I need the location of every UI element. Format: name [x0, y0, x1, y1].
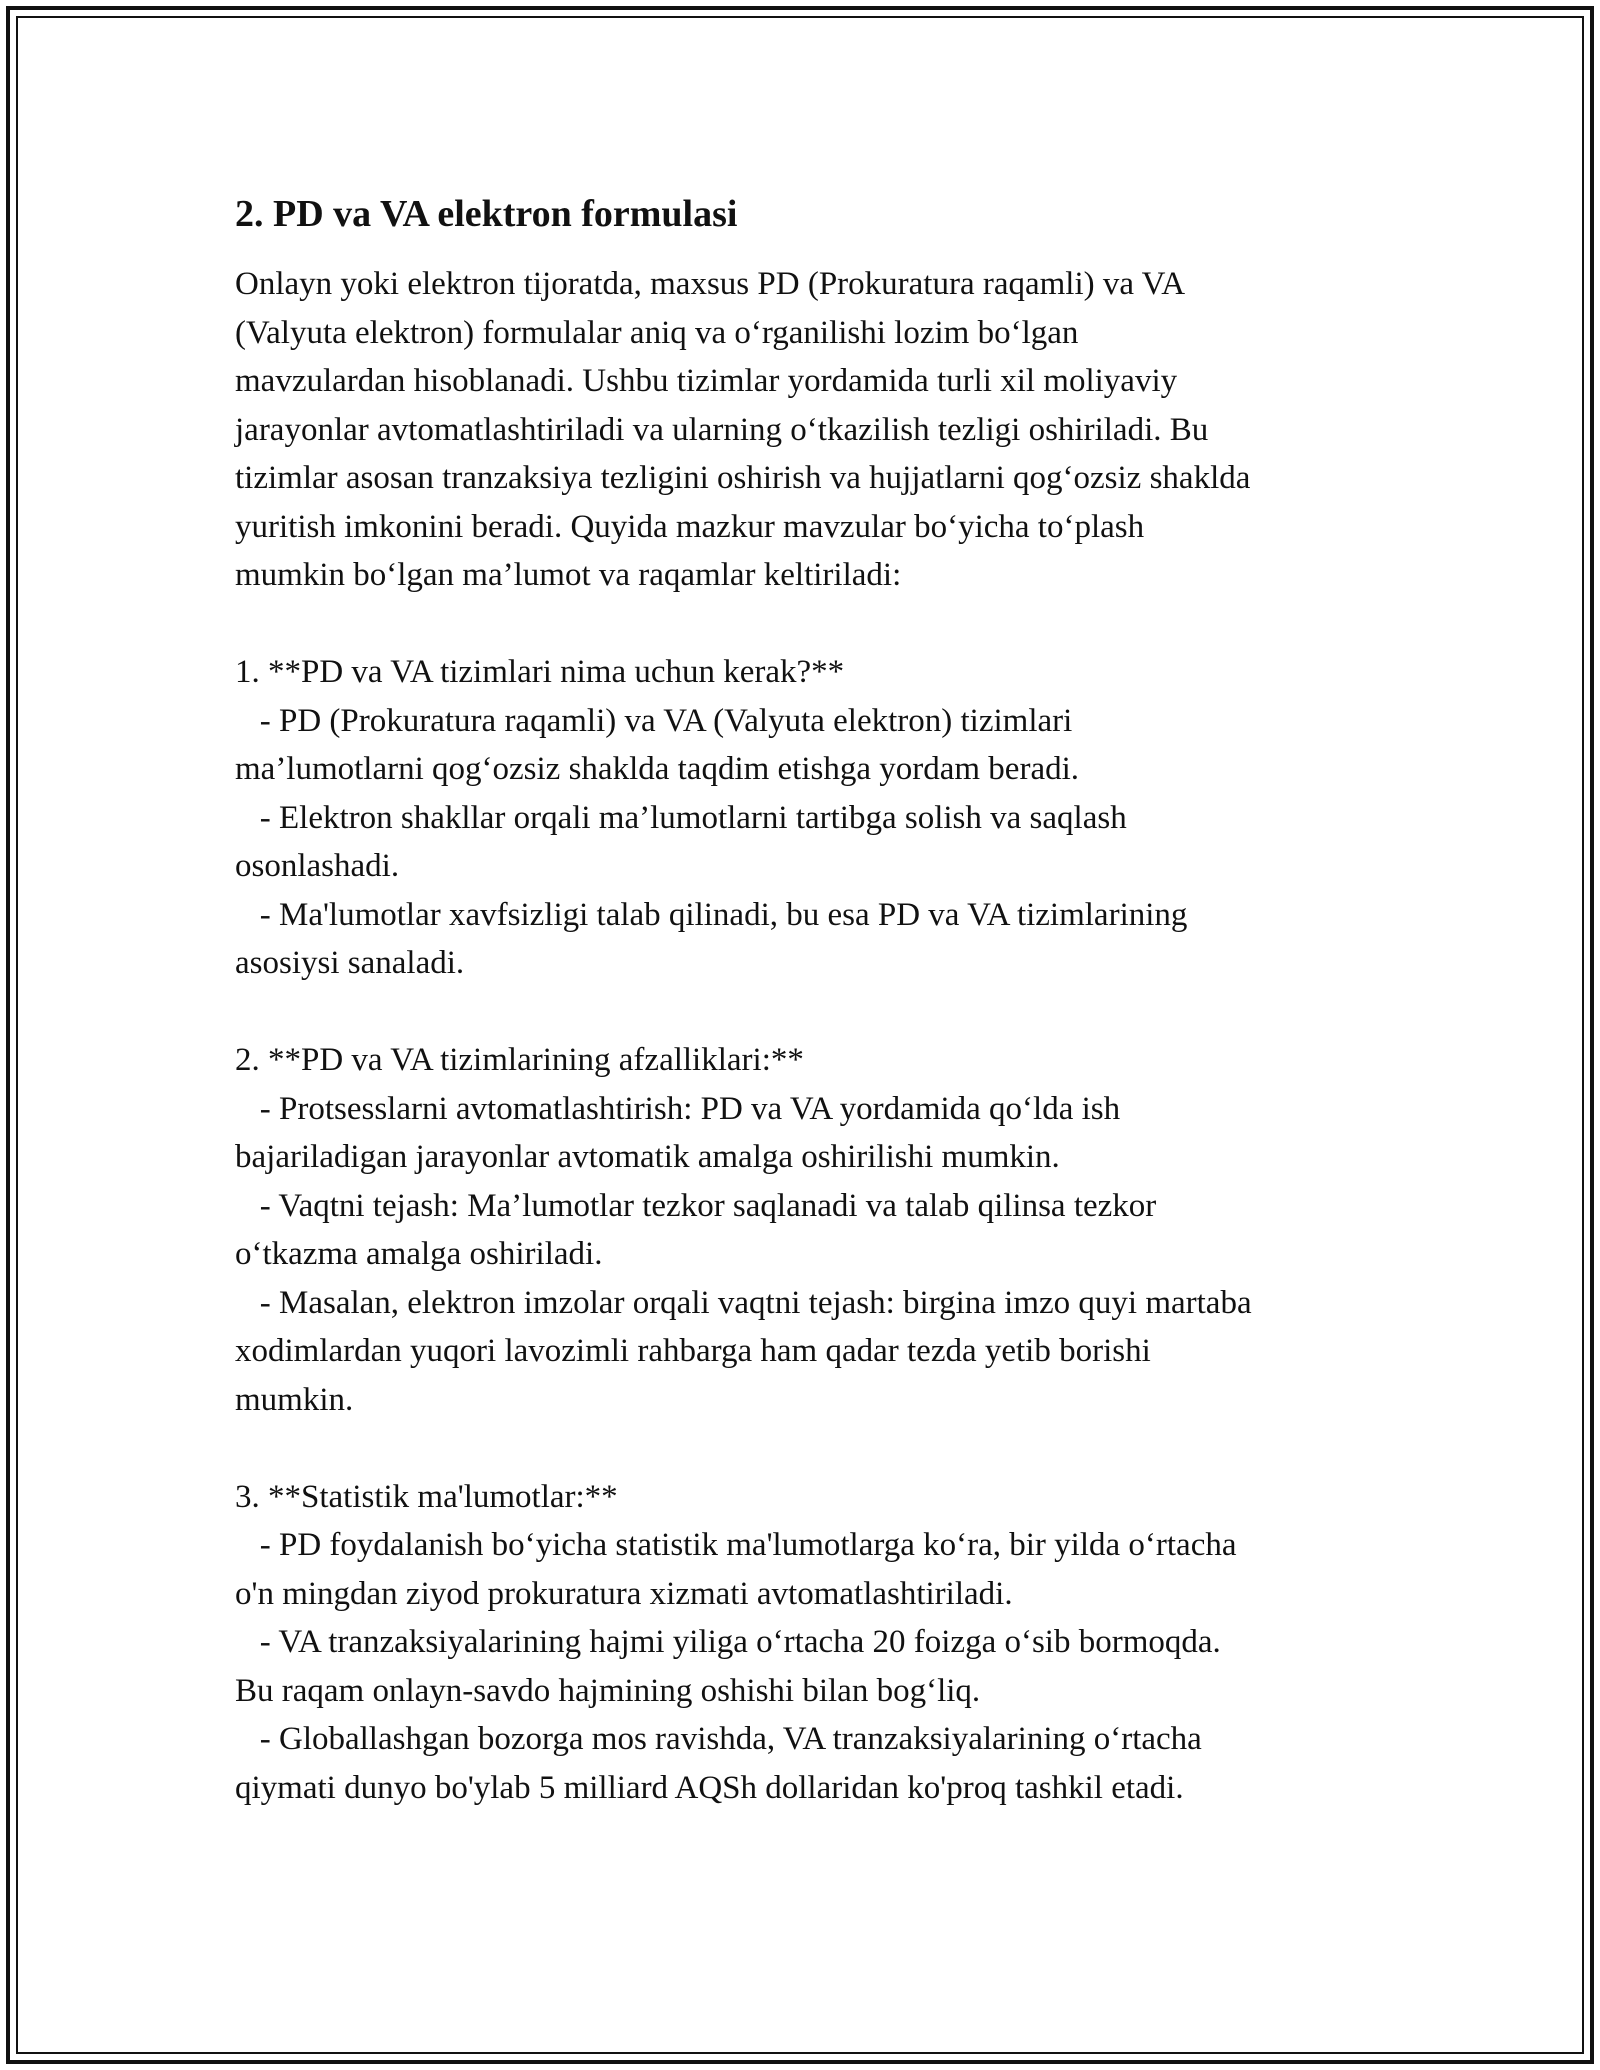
list-heading: 3. **Statistik ma'lumotlar:**: [235, 1478, 618, 1515]
list-item-line: - Elektron shakllar orqali ma’lumotlarni tartibga solish va saqlash: [235, 799, 1127, 836]
text-line: mavzulardan hisoblanadi. Ushbu tizimlar yordamida turli xil moliyaviy: [235, 363, 1178, 399]
list-item-line: qiymati dunyo bo'ylab 5 milliard AQSh dollaridan ko'proq tashkil etadi.: [235, 1769, 1184, 1806]
list-item-line: o‘tkazma amalga oshiriladi.: [235, 1236, 603, 1272]
list-item-line: Bu raqam onlayn-savdo hajmining oshishi bilan bog‘liq.: [235, 1672, 981, 1709]
list-item-line: - VA tranzaksiyalarining hajmi yiliga o‘rtacha 20 foizga o‘sib bormoqda.: [235, 1624, 1221, 1660]
blank-line: [235, 1424, 1385, 1473]
list-item-line: - PD (Prokuratura raqamli) va VA (Valyuta elektron) tizimlari: [235, 702, 1073, 739]
list-item-line: - Globallashgan bozorga mos ravishda, VA tranzaksiyalarining o‘rtacha: [235, 1721, 1202, 1757]
text-line: tizimlar asosan tranzaksiya tezligini oshirish va hujjatlarni qog‘ozsiz shaklda: [235, 460, 1251, 496]
text-line: mumkin bo‘lgan ma’lumot va raqamlar keltiriladi:: [235, 557, 902, 593]
list-item-line: xodimlardan yuqori lavozimli rahbarga ham qadar tezda yetib borishi: [235, 1333, 1151, 1369]
intro-paragraph: [235, 260, 1385, 1812]
list-heading: 1. **PD va VA tizimlari nima uchun kerak?**: [235, 654, 845, 690]
list-item-line: ma’lumotlarni qog‘ozsiz shaklda taqdim etishga yordam beradi.: [235, 751, 1080, 787]
list-item-line: - Masalan, elektron imzolar orqali vaqtni tejash: birgina imzo quyi martaba: [235, 1284, 1252, 1321]
list-item-line: bajariladigan jarayonlar avtomatik amalga oshirilishi mumkin.: [235, 1139, 1060, 1175]
text-line: jarayonlar avtomatlashtiriladi va ularning o‘tkazilish tezligi oshiriladi. Bu: [235, 411, 1209, 448]
list-item-line: mumkin.: [235, 1381, 354, 1418]
blank-line: [235, 988, 1385, 1037]
list-item-line: - Ma'lumotlar xavfsizligi talab qilinadi, bu esa PD va VA tizimlarining: [235, 896, 1188, 933]
section-heading: 2. PD va VA elektron formulasi: [235, 193, 738, 235]
list-heading: 2. **PD va VA tizimlarining afzalliklari:**: [235, 1042, 804, 1078]
blank-line: [235, 600, 1385, 649]
text-line: (Valyuta elektron) formulalar aniq va o‘rganilishi lozim bo‘lgan: [235, 314, 1079, 351]
list-item-line: osonlashadi.: [235, 848, 400, 884]
document-body: [235, 186, 1385, 1812]
list-item-line: - PD foydalanish bo‘yicha statistik ma'lumotlarga ko‘ra, bir yilda o‘rtacha: [235, 1527, 1237, 1563]
list-item-line: o'n mingdan ziyod prokuratura xizmati avtomatlashtiriladi.: [235, 1575, 1013, 1612]
list-item-line: - Protsesslarni avtomatlashtirish: PD va VA yordamida qo‘lda ish: [235, 1090, 1121, 1127]
text-line: Onlayn yoki elektron tijoratda, maxsus PD (Prokuratura raqamli) va VA: [235, 266, 1186, 302]
text-line: yuritish imkonini beradi. Quyida mazkur mavzular bo‘yicha to‘plash: [235, 508, 1145, 545]
list-item-line: - Vaqtni tejash: Ma’lumotlar tezkor saqlanadi va talab qilinsa tezkor: [235, 1187, 1157, 1224]
list-item-line: asosiysi sanaladi.: [235, 945, 465, 981]
